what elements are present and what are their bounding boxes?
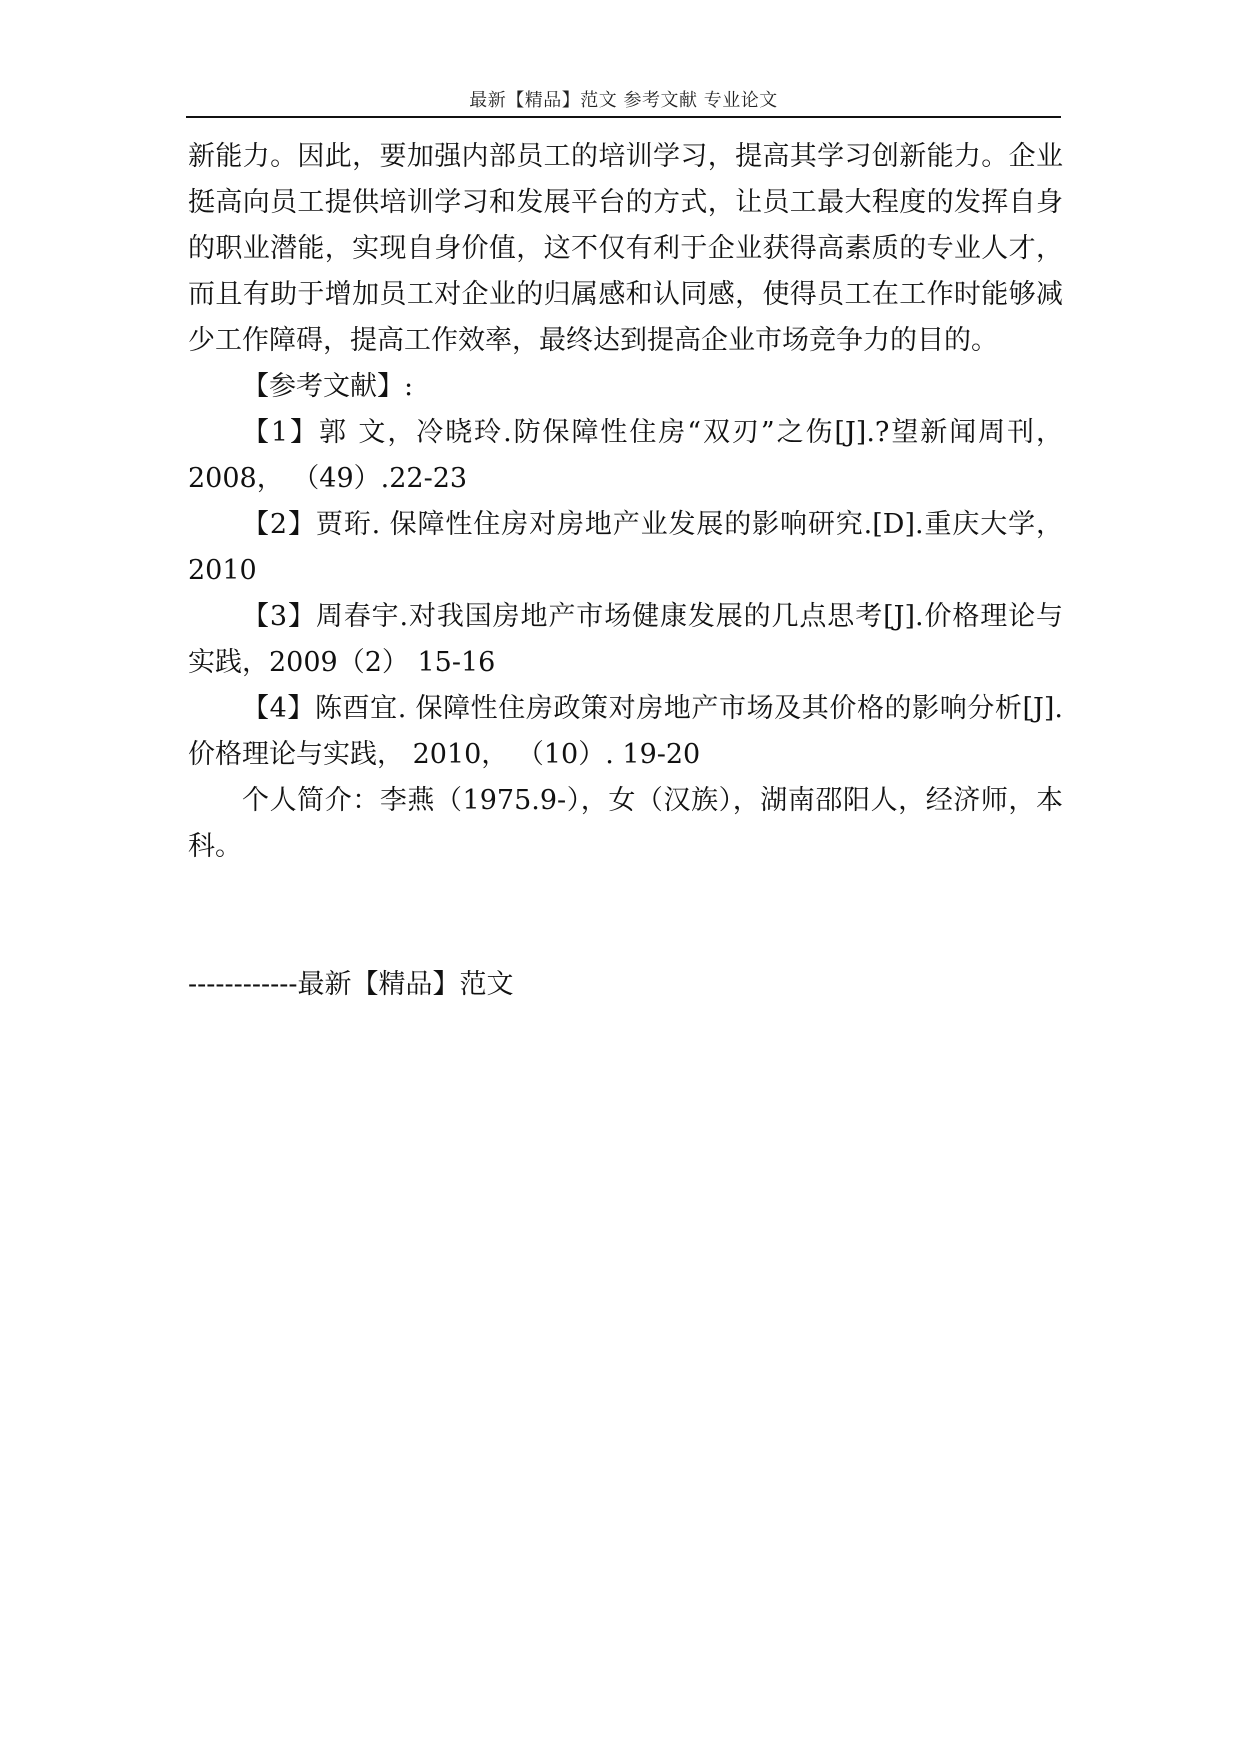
document-body bbox=[188, 134, 1063, 1008]
reference-item-4: 【4】陈酉宜. 保障性住房政策对房地产市场及其价格的影响分析[J].价格理论与实践， 2010， （10）. 19-20 bbox=[188, 693, 1063, 770]
author-bio: 个人简介：李燕（1975.9-），女（汉族），湖南邵阳人，经济师，本科。 bbox=[188, 785, 1063, 862]
reference-item-2: 【2】贾珩. 保障性住房对房地产业发展的影响研究.[D].重庆大学，2010 bbox=[188, 509, 1063, 586]
body-paragraph: 新能力。因此，要加强内部员工的培训学习，提高其学习创新能力。企业挺高向员工提供培训学习和发展平台的方式，让员工最大程度的发挥自身的职业潜能，实现自身价值，这不仅有利于企业获得高素质的专业人才，而且有助于增加员工对企业的归属感和认同感，使得员工在工作时能够减少工作障碍，提高工作效率，最终达到提高企业市场竞争力的目的。 bbox=[188, 141, 1063, 356]
footer-text: ------------最新【精品】范文 bbox=[188, 969, 514, 1000]
reference-item-1: 【1】郭 文，冷晓玲.防保障性住房“双刃”之伤[J].?望新闻周刊， 2008， （49）.22-23 bbox=[188, 417, 1063, 494]
reference-item-3: 【3】周春宇.对我国房地产市场健康发展的几点思考[J].价格理论与实践，2009（2） 15-16 bbox=[188, 601, 1063, 678]
page-header: 最新【精品】范文 参考文献 专业论文 bbox=[469, 90, 778, 111]
spacer bbox=[188, 870, 1063, 962]
header-rule bbox=[186, 116, 1061, 118]
references-title: 【参考文献】: bbox=[242, 371, 414, 402]
